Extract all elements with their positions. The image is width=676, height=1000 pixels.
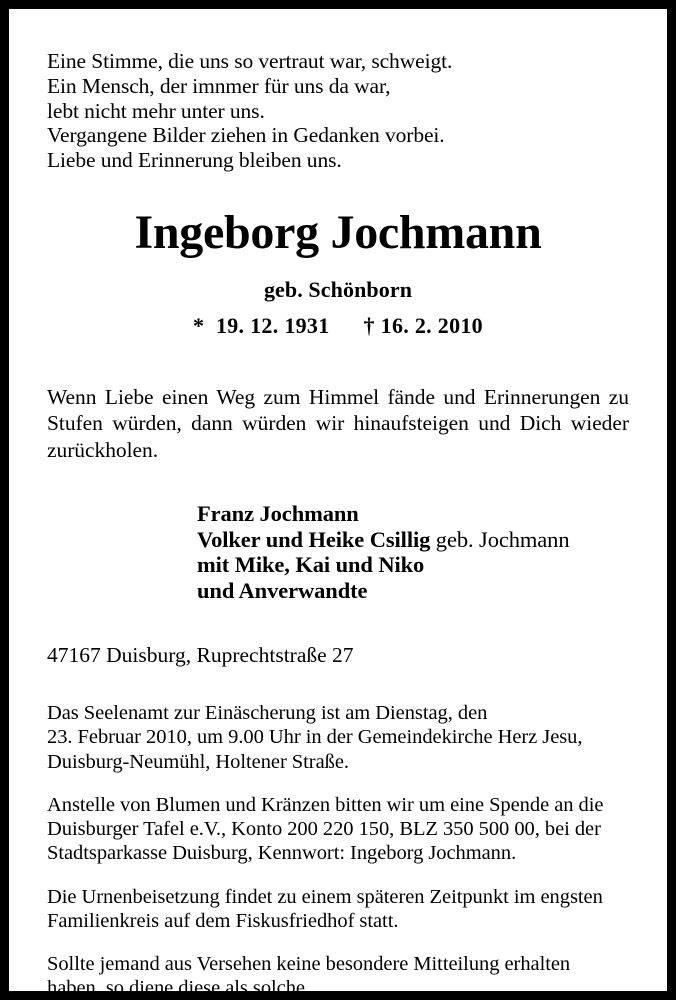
survivor-line xyxy=(197,578,634,604)
survivor-line xyxy=(197,501,634,527)
notice-details xyxy=(47,701,629,1000)
death-date-group xyxy=(364,313,483,338)
opening-verse xyxy=(47,49,634,173)
notice-footer-line: Sollte jemand aus Versehen keine besondere Mitteilung erhalten xyxy=(47,952,571,975)
service-info xyxy=(47,701,629,774)
death-notice-content xyxy=(9,9,667,1000)
survivor-line xyxy=(197,527,634,553)
notice-footer xyxy=(47,952,629,1000)
life-dates xyxy=(42,313,634,339)
survivor-name: Volker und Heike Csillig xyxy=(197,526,431,552)
survivor-name: und Anverwandte xyxy=(197,577,368,603)
donation-info-line: Anstelle von Blumen und Kränzen bitten wir um eine Spende an die xyxy=(47,793,604,816)
donation-info-line: Stadtsparkasse Duisburg, Kennwort: Ingeborg Jochmann. xyxy=(47,842,517,865)
service-info-line: Duisburg-Neumühl, Holtener Straße. xyxy=(47,750,349,773)
opening-verse-line: Ein Mensch, der imnmer für uns da war, xyxy=(47,73,391,98)
deceased-name: Ingeborg Jochmann xyxy=(134,205,542,259)
service-info-line: 23. Februar 2010, um 9.00 Uhr in der Gemeindekirche Herz Jesu, xyxy=(47,726,583,749)
survivor-name: mit Mike, Kai und Niko xyxy=(197,552,425,578)
birth-star-icon: * xyxy=(193,312,205,338)
opening-verse-line: Vergangene Bilder ziehen in Gedanken vorbei. xyxy=(47,123,445,148)
death-cross-icon: † xyxy=(363,312,375,338)
death-date: 16. 2. 2010 xyxy=(380,312,483,338)
deceased-block xyxy=(42,205,634,339)
survivor-suffix: geb. Jochmann xyxy=(430,526,570,552)
opening-verse-line: Liebe und Erinnerung bleiben uns. xyxy=(47,148,342,173)
survivors-list xyxy=(197,501,634,603)
burial-info xyxy=(47,885,629,933)
service-info-line: Das Seelenamt zur Einäscherung ist am Dienstag, den xyxy=(47,702,488,725)
burial-info-line: Die Urnenbeisetzung findet zu einem späteren Zeitpunkt im engsten xyxy=(47,885,603,908)
memorial-verse: Wenn Liebe einen Weg zum Himmel fände und Erinnerungen zu Stufen würden, dann würden wir hinaufsteigen und Dich wieder zurückholen. xyxy=(47,384,629,462)
family-address: 47167 Duisburg, Ruprechtstraße 27 xyxy=(47,643,354,668)
opening-verse-line: Eine Stimme, die uns so vertraut war, schweigt. xyxy=(47,49,453,73)
deceased-maiden-name: geb. Schönborn xyxy=(263,276,413,302)
donation-info-line: Duisburger Tafel e.V., Konto 200 220 150, BLZ 350 500 00, bei der xyxy=(47,818,601,841)
donation-info xyxy=(47,793,629,866)
notice-footer-line: haben, so diene diese als solche. xyxy=(47,977,311,1000)
birth-date: 19. 12. 1931 xyxy=(215,312,330,338)
burial-info-line: Familienkreis auf dem Fiskusfriedhof statt. xyxy=(47,909,399,932)
birth-date-group xyxy=(193,313,330,338)
survivor-line xyxy=(197,552,634,578)
survivor-name: Franz Jochmann xyxy=(197,501,359,527)
opening-verse-line: lebt nicht mehr unter uns. xyxy=(47,98,265,123)
